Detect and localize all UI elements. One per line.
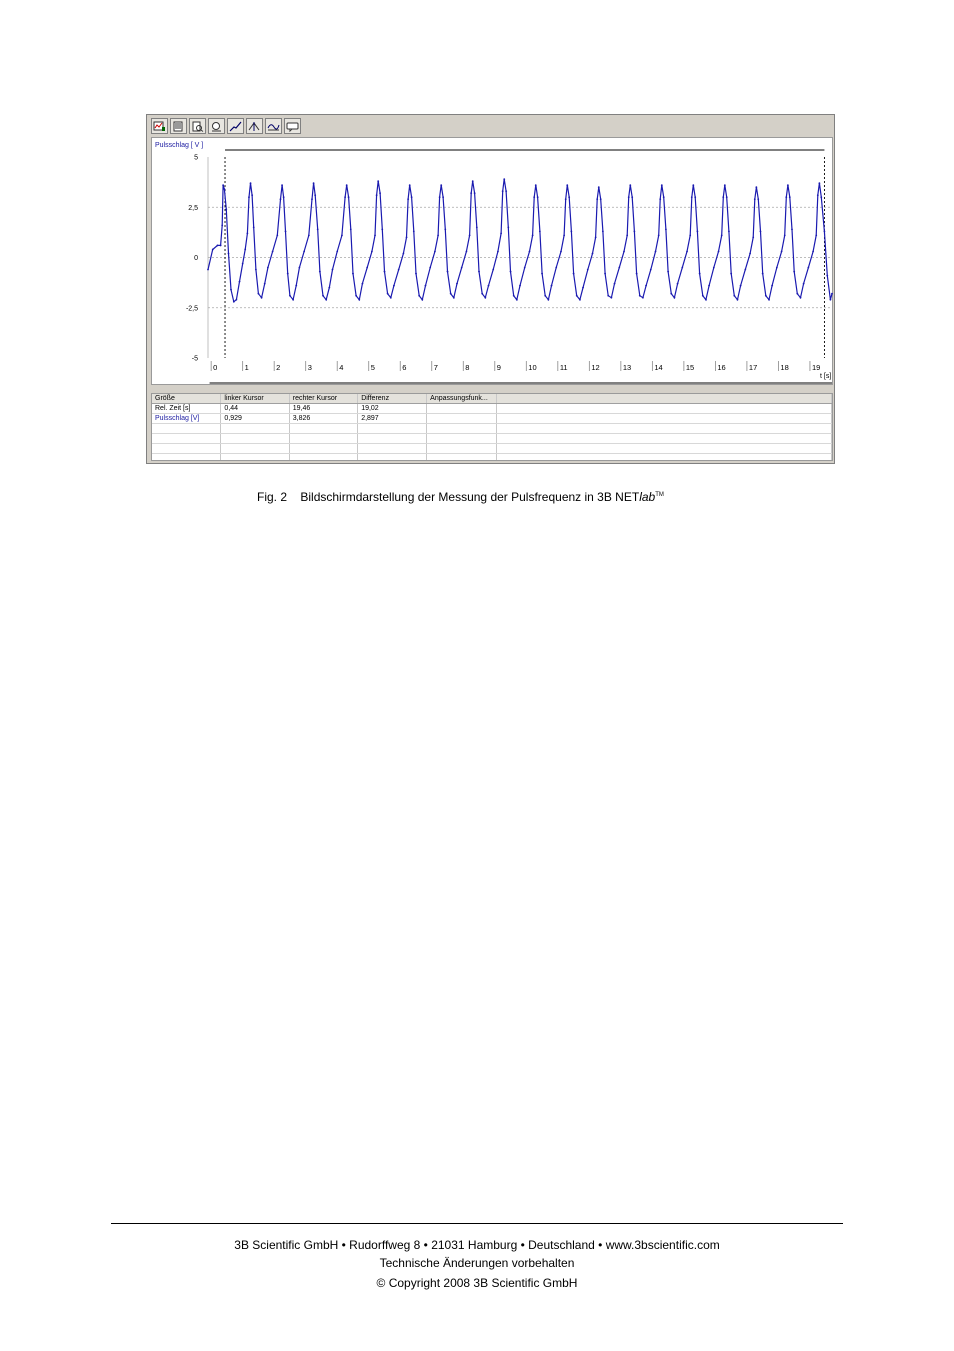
data-point xyxy=(258,293,260,295)
data-point xyxy=(568,196,570,198)
data-point xyxy=(733,295,735,297)
data-point xyxy=(325,299,327,301)
data-point xyxy=(261,297,263,299)
data-point xyxy=(689,234,691,236)
data-point xyxy=(513,295,515,297)
data-point xyxy=(587,269,589,271)
data-point xyxy=(826,275,828,277)
data-point xyxy=(276,234,278,236)
data-point xyxy=(281,184,283,186)
table-row xyxy=(152,424,832,434)
header-groesse[interactable]: Größe xyxy=(152,394,221,404)
table-header-row xyxy=(152,394,832,404)
zoom-icon[interactable] xyxy=(208,118,225,134)
data-point xyxy=(402,253,404,255)
data-point xyxy=(242,263,244,265)
data-point xyxy=(626,234,628,236)
data-point xyxy=(519,285,521,287)
caption-tm: TM xyxy=(655,492,664,498)
data-point xyxy=(579,299,581,301)
header-fit-function[interactable]: Anpassungsfunk... xyxy=(427,394,497,404)
footer-address: 3B Scientific GmbH • Rudorffweg 8 • 21031 Hamburg • Deutschland • www.3bscientific.com xyxy=(234,1238,720,1252)
data-point xyxy=(220,245,222,247)
x-tick-label: 9 xyxy=(496,363,501,372)
data-point xyxy=(267,267,269,269)
row-name: Pulsschlag [V] xyxy=(152,414,221,424)
data-point xyxy=(596,198,598,200)
data-point xyxy=(737,299,739,301)
data-point xyxy=(507,226,509,228)
header-right-cursor[interactable]: rechter Kursor xyxy=(289,394,357,404)
data-point xyxy=(450,293,452,295)
data-point xyxy=(352,273,354,275)
data-point xyxy=(289,295,291,297)
data-point xyxy=(726,196,728,198)
data-point xyxy=(230,289,232,291)
data-point xyxy=(447,271,449,273)
data-point xyxy=(592,253,594,255)
data-point xyxy=(532,234,534,236)
data-point xyxy=(253,226,255,228)
table-row xyxy=(152,434,832,444)
data-point xyxy=(381,228,383,230)
data-point xyxy=(358,299,360,301)
data-point xyxy=(222,184,224,186)
print-preview-icon[interactable] xyxy=(189,118,206,134)
data-point xyxy=(332,269,334,271)
data-point xyxy=(248,196,250,198)
row-left-value: 0,44 xyxy=(221,404,289,414)
data-point xyxy=(659,198,661,200)
data-point xyxy=(807,267,809,269)
data-point xyxy=(444,228,446,230)
x-tick-label: 5 xyxy=(370,363,375,372)
y-tick-label: 0 xyxy=(194,255,198,262)
data-point xyxy=(407,198,409,200)
data-point xyxy=(728,230,730,232)
data-point xyxy=(600,198,602,200)
toolbar xyxy=(151,118,301,136)
x-tick-label: 19 xyxy=(811,363,821,372)
data-point xyxy=(233,301,235,303)
data-point xyxy=(776,267,778,269)
data-point xyxy=(317,228,319,230)
data-point xyxy=(604,273,606,275)
data-point xyxy=(319,271,321,273)
data-point xyxy=(287,273,289,275)
footer-copyright: © Copyright 2008 3B Scientific GmbH xyxy=(376,1276,578,1290)
header-difference[interactable]: Differenz xyxy=(358,394,427,404)
data-point xyxy=(831,293,833,295)
data-point xyxy=(610,297,612,299)
data-point xyxy=(283,196,285,198)
data-point xyxy=(771,285,773,287)
data-point xyxy=(311,198,313,200)
data-point xyxy=(235,299,237,301)
x-tick-label: 12 xyxy=(591,363,600,372)
data-point xyxy=(677,283,679,285)
draw-line-icon[interactable] xyxy=(227,118,244,134)
data-point xyxy=(439,196,441,198)
row-fit-value xyxy=(427,404,497,414)
y-tick-label: -5 xyxy=(191,355,198,363)
data-point xyxy=(752,237,754,239)
data-point xyxy=(636,273,638,275)
data-point xyxy=(244,249,246,251)
data-point xyxy=(366,267,368,269)
data-point xyxy=(478,271,480,273)
x-tick-label: 1 xyxy=(244,363,249,372)
comment-icon[interactable] xyxy=(284,118,301,134)
data-point xyxy=(371,251,373,253)
data-point xyxy=(390,297,392,299)
data-point xyxy=(755,186,757,188)
data-point xyxy=(655,251,657,253)
data-point xyxy=(639,295,641,297)
data-point xyxy=(650,269,652,271)
data-point xyxy=(250,182,252,184)
data-point xyxy=(563,234,565,236)
data-point xyxy=(384,271,386,273)
x-tick-label: 8 xyxy=(465,363,470,372)
row-right-value: 3,826 xyxy=(289,414,357,424)
data-point xyxy=(749,253,751,255)
header-empty xyxy=(496,394,831,404)
table-view-icon[interactable] xyxy=(170,118,187,134)
data-point xyxy=(793,271,795,273)
data-point xyxy=(665,228,667,230)
data-point xyxy=(418,295,420,297)
data-point xyxy=(503,178,505,180)
data-point xyxy=(762,273,764,275)
cursor-table xyxy=(151,393,833,461)
data-point xyxy=(255,269,257,271)
table-row xyxy=(152,454,832,462)
y-tick-label: 5 xyxy=(194,154,198,162)
x-tick-label: 18 xyxy=(780,363,789,372)
row-name: Rel. Zeit [s] xyxy=(152,404,221,414)
data-point xyxy=(434,251,436,253)
data-point xyxy=(645,285,647,287)
data-point xyxy=(212,249,214,251)
data-point xyxy=(602,230,604,232)
data-point xyxy=(470,192,472,194)
data-point xyxy=(598,186,600,188)
table-row[interactable] xyxy=(152,404,832,414)
data-point xyxy=(251,194,253,196)
data-point xyxy=(500,232,502,234)
data-point xyxy=(537,196,539,198)
data-point xyxy=(566,184,568,186)
data-point xyxy=(697,230,699,232)
data-point xyxy=(681,267,683,269)
data-point xyxy=(713,267,715,269)
data-point xyxy=(539,230,541,232)
data-point xyxy=(818,182,820,184)
data-point xyxy=(674,297,676,299)
fit-curve-icon[interactable] xyxy=(265,118,282,134)
x-tick-label: 16 xyxy=(717,363,726,372)
data-point xyxy=(629,184,631,186)
data-point xyxy=(820,196,822,198)
data-point xyxy=(691,196,693,198)
data-point xyxy=(510,271,512,273)
y-axis-label: Pulsschlag [ V ] xyxy=(155,142,204,149)
data-point xyxy=(492,269,494,271)
data-point xyxy=(346,184,348,186)
x-tick-label: 17 xyxy=(748,363,758,372)
data-point xyxy=(595,237,597,239)
data-point xyxy=(387,293,389,295)
data-point xyxy=(667,271,669,273)
pulse-series-line xyxy=(208,179,832,302)
data-point xyxy=(781,251,783,253)
caption-lab: lab xyxy=(639,490,656,504)
y-tick-label: 2,5 xyxy=(188,204,198,212)
data-point xyxy=(796,293,798,295)
data-point xyxy=(623,251,625,253)
row-diff-value: 19,02 xyxy=(358,404,427,414)
data-point xyxy=(440,184,442,186)
data-point xyxy=(377,180,379,182)
data-point xyxy=(421,299,423,301)
new-chart-icon[interactable] xyxy=(151,118,168,134)
row-right-value: 19,46 xyxy=(289,404,357,414)
row-fit-value xyxy=(427,414,497,424)
caption-text: Bildschirmdarstellung der Messung der Pulsfrequenz in 3B NET xyxy=(300,490,640,504)
x-tick-label: 2 xyxy=(276,363,281,372)
data-point xyxy=(246,232,248,234)
data-point xyxy=(415,273,417,275)
data-point xyxy=(453,297,455,299)
data-point xyxy=(484,297,486,299)
data-point xyxy=(740,285,742,287)
data-point xyxy=(328,287,330,289)
data-point xyxy=(789,196,791,198)
data-point xyxy=(699,273,701,275)
data-point xyxy=(425,285,427,287)
data-point xyxy=(336,251,338,253)
data-point xyxy=(555,267,557,269)
cursor-icon[interactable] xyxy=(246,118,263,134)
data-point xyxy=(760,230,762,232)
data-point xyxy=(348,196,350,198)
data-point xyxy=(308,234,310,236)
caption-label: Fig. 2 xyxy=(257,490,288,504)
footer-rule xyxy=(111,1223,843,1224)
data-point xyxy=(292,299,294,301)
data-point xyxy=(730,273,732,275)
data-point xyxy=(344,196,346,198)
data-point xyxy=(272,251,274,253)
data-point xyxy=(618,267,620,269)
results-table xyxy=(152,394,832,461)
data-point xyxy=(207,269,209,271)
data-point xyxy=(570,230,572,232)
data-point xyxy=(705,299,707,301)
header-left-cursor[interactable]: linker Kursor xyxy=(221,394,289,404)
data-point xyxy=(285,230,287,232)
data-point xyxy=(686,251,688,253)
data-point xyxy=(830,299,832,301)
data-point xyxy=(817,194,819,196)
data-point xyxy=(474,192,476,194)
row-empty xyxy=(496,414,831,424)
data-point xyxy=(544,295,546,297)
data-point xyxy=(721,234,723,236)
data-point xyxy=(295,285,297,287)
x-tick-label: 7 xyxy=(433,363,438,372)
data-point xyxy=(298,267,300,269)
data-point xyxy=(692,184,694,186)
data-point xyxy=(314,194,316,196)
data-point xyxy=(744,269,746,271)
table-row[interactable] xyxy=(152,414,832,424)
data-point xyxy=(313,182,315,184)
data-point xyxy=(280,198,282,200)
data-point xyxy=(524,267,526,269)
data-point xyxy=(472,180,474,182)
data-point xyxy=(303,251,305,253)
y-tick-label: -2,5 xyxy=(185,305,198,313)
data-point xyxy=(576,295,578,297)
data-point xyxy=(765,295,767,297)
data-point xyxy=(529,251,531,253)
data-point xyxy=(754,198,756,200)
data-point xyxy=(488,285,490,287)
data-point xyxy=(533,196,535,198)
data-point xyxy=(702,295,704,297)
row-empty xyxy=(496,404,831,414)
x-tick-label: 6 xyxy=(402,363,407,372)
data-point xyxy=(768,299,770,301)
data-point xyxy=(379,192,381,194)
data-point xyxy=(476,226,478,228)
data-point xyxy=(812,251,814,253)
figure-caption xyxy=(257,490,664,504)
data-point xyxy=(708,285,710,287)
data-point xyxy=(634,230,636,232)
data-point xyxy=(469,234,471,236)
x-tick-label: 4 xyxy=(339,363,344,372)
data-point xyxy=(429,267,431,269)
data-point xyxy=(221,224,223,226)
row-left-value: 0,929 xyxy=(221,414,289,424)
data-point xyxy=(398,269,400,271)
data-point xyxy=(787,184,789,186)
data-point xyxy=(341,234,343,236)
data-point xyxy=(565,198,567,200)
x-axis-label: t [s] xyxy=(820,373,832,380)
data-point xyxy=(815,234,817,236)
data-point xyxy=(803,283,805,285)
data-point xyxy=(374,234,376,236)
data-point xyxy=(362,283,364,285)
data-point xyxy=(461,267,463,269)
pulse-chart[interactable] xyxy=(152,138,834,386)
data-point xyxy=(497,251,499,253)
data-point xyxy=(393,285,395,287)
data-point xyxy=(631,196,633,198)
data-point xyxy=(582,287,584,289)
data-point xyxy=(663,196,665,198)
data-point xyxy=(239,281,241,283)
data-point xyxy=(573,273,575,275)
data-point xyxy=(614,283,616,285)
data-point xyxy=(217,245,219,247)
data-point xyxy=(411,196,413,198)
data-point xyxy=(642,297,644,299)
netlab-screenshot xyxy=(146,114,835,464)
data-point xyxy=(264,283,266,285)
data-point xyxy=(437,234,439,236)
data-point xyxy=(228,253,230,255)
row-diff-value: 2,897 xyxy=(358,414,427,424)
data-point xyxy=(350,228,352,230)
data-point xyxy=(535,184,537,186)
data-point xyxy=(718,251,720,253)
x-tick-label: 10 xyxy=(528,363,537,372)
data-point xyxy=(413,230,415,232)
data-point xyxy=(502,190,504,192)
data-point xyxy=(409,184,411,186)
data-point xyxy=(505,190,507,192)
data-point xyxy=(628,196,630,198)
data-point xyxy=(824,230,826,232)
data-point xyxy=(456,283,458,285)
data-point xyxy=(516,299,518,301)
data-point xyxy=(322,295,324,297)
data-point xyxy=(661,184,663,186)
data-point xyxy=(560,251,562,253)
data-point xyxy=(442,196,444,198)
data-point xyxy=(694,196,696,198)
table-row xyxy=(152,444,832,454)
data-point xyxy=(607,295,609,297)
data-point xyxy=(722,196,724,198)
x-tick-label: 13 xyxy=(622,363,632,372)
data-point xyxy=(376,194,378,196)
data-point xyxy=(481,293,483,295)
data-point xyxy=(757,198,759,200)
data-point xyxy=(724,184,726,186)
footer-notice: Technische Änderungen vorbehalten xyxy=(379,1256,575,1270)
data-point xyxy=(223,188,225,190)
x-tick-label: 15 xyxy=(685,363,695,372)
x-tick-label: 3 xyxy=(307,363,312,372)
data-point xyxy=(658,234,660,236)
data-point xyxy=(406,237,408,239)
x-tick-label: 11 xyxy=(559,363,568,372)
data-point xyxy=(541,273,543,275)
data-point xyxy=(784,234,786,236)
x-tick-label: 14 xyxy=(654,363,663,372)
data-point xyxy=(466,251,468,253)
data-point xyxy=(355,295,357,297)
data-point xyxy=(785,196,787,198)
data-point xyxy=(551,285,553,287)
data-point xyxy=(547,299,549,301)
data-point xyxy=(800,297,802,299)
plot-panel xyxy=(151,137,833,385)
data-point xyxy=(225,208,227,210)
data-point xyxy=(791,228,793,230)
data-point xyxy=(670,293,672,295)
x-tick-label: 0 xyxy=(213,363,218,372)
